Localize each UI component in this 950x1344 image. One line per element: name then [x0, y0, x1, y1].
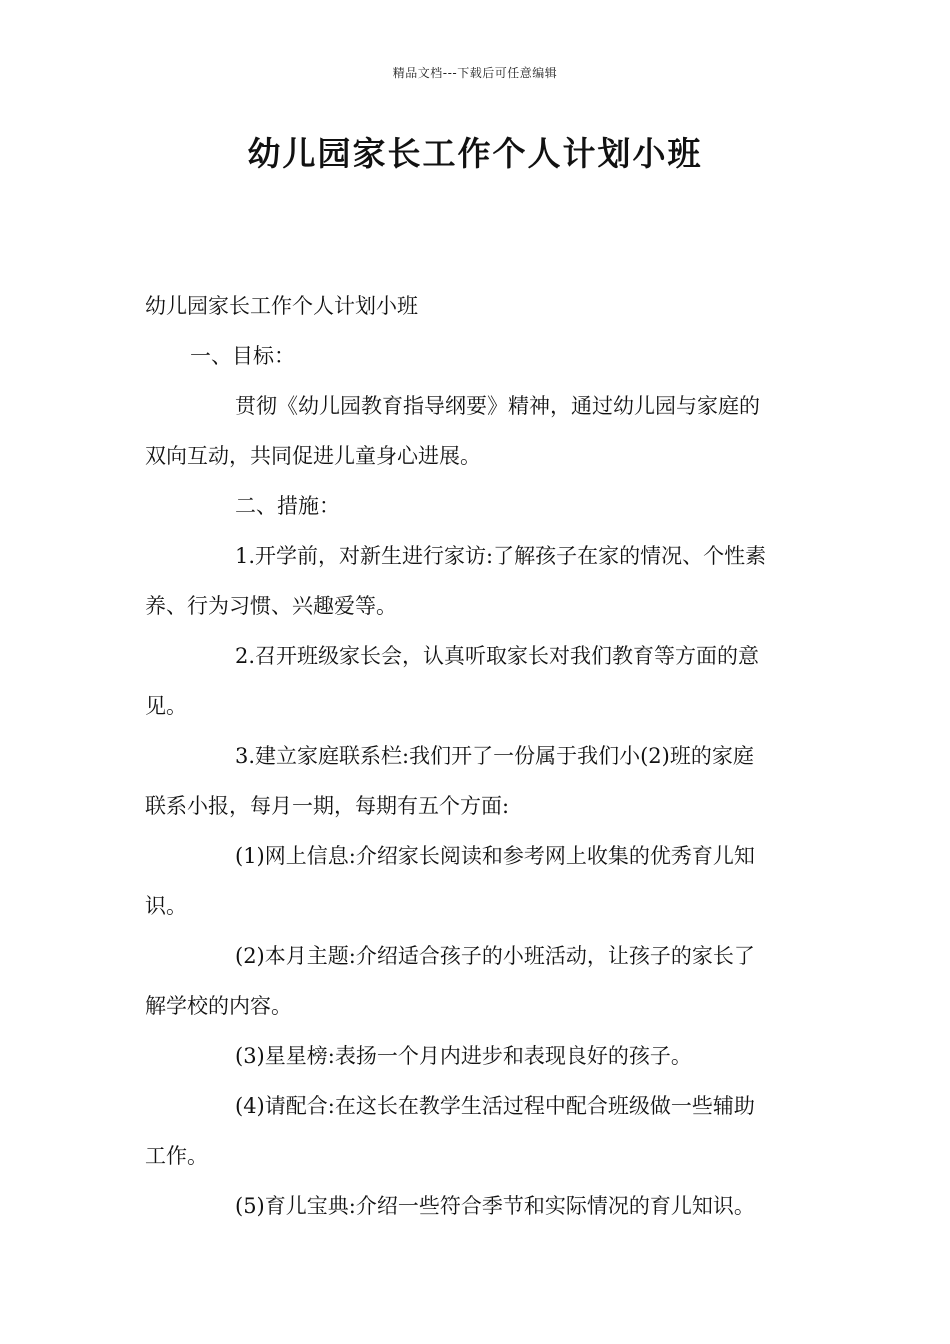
- list-item-line: 工作。: [145, 1144, 208, 1168]
- section-heading-goals: 一、目标：: [190, 344, 295, 368]
- paragraph-line: 2.召开班级家长会，认真听取家长对我们教育等方面的意: [235, 644, 760, 668]
- list-item-line: (1)网上信息:介绍家长阅读和参考网上收集的优秀育儿知: [235, 844, 755, 868]
- header-note: 精品文档---下载后可任意编辑: [392, 66, 558, 80]
- paragraph-line: 联系小报，每月一期，每期有五个方面:: [145, 794, 510, 818]
- paragraph-line: 贯彻《幼儿园教育指导纲要》精神，通过幼儿园与家庭的: [235, 394, 760, 418]
- paragraph-line: 养、行为习惯、兴趣爱等。: [145, 594, 397, 618]
- document-body: [145, 281, 810, 1231]
- list-item-line: (4)请配合:在这长在教学生活过程中配合班级做一些辅助: [235, 1094, 755, 1118]
- list-item-line: (3)星星榜:表扬一个月内进步和表现良好的孩子。: [235, 1044, 692, 1068]
- body-heading: 幼儿园家长工作个人计划小班: [145, 294, 418, 318]
- document-title: 幼儿园家长工作个人计划小班: [247, 134, 703, 173]
- list-item-line: 识。: [145, 894, 187, 918]
- section-heading-measures: 二、措施：: [235, 494, 340, 518]
- list-item-line: (2)本月主题:介绍适合孩子的小班活动，让孩子的家长了: [235, 944, 755, 968]
- paragraph-line: 3.建立家庭联系栏:我们开了一份属于我们小(2)班的家庭: [235, 744, 754, 768]
- paragraph-line: 1.开学前，对新生进行家访:了解孩子在家的情况、个性素: [235, 544, 767, 568]
- list-item-line: (5)育儿宝典:介绍一些符合季节和实际情况的育儿知识。: [235, 1194, 755, 1218]
- paragraph-line: 双向互动，共同促进儿童身心进展。: [145, 444, 481, 468]
- list-item-line: 解学校的内容。: [145, 994, 292, 1018]
- paragraph-line: 见。: [145, 694, 187, 718]
